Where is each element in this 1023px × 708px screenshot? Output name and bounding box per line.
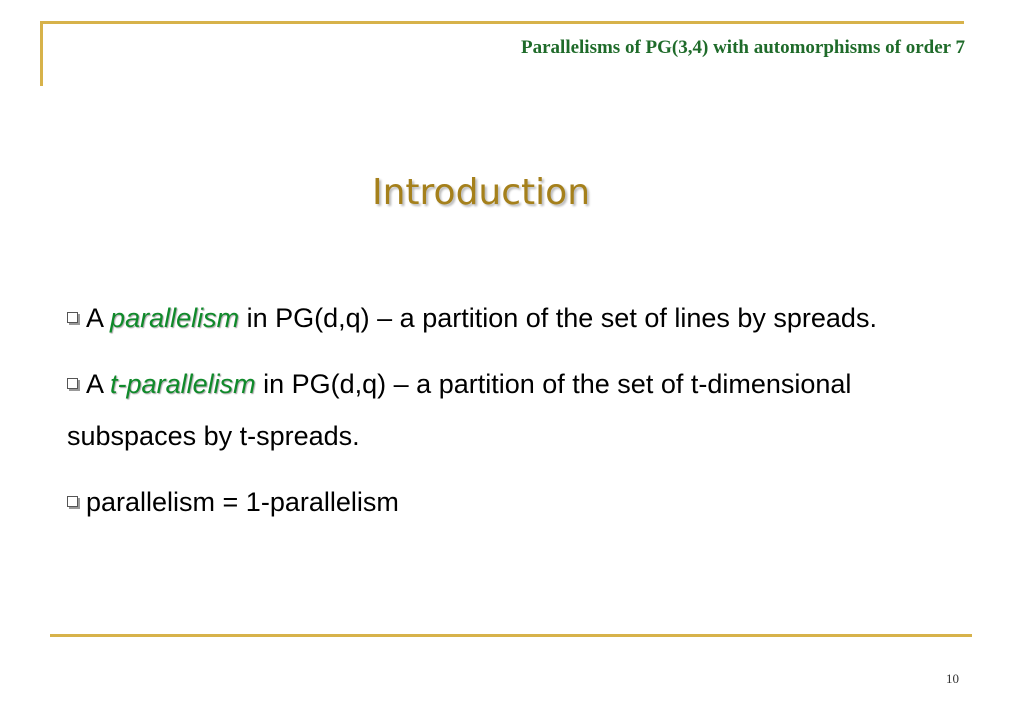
bullet-item-definition bbox=[67, 477, 399, 527]
footer-rule bbox=[50, 634, 972, 637]
slide-title: Introduction bbox=[372, 172, 591, 213]
square-bullet-icon bbox=[67, 378, 78, 389]
bullet-text: in PG(d,q) – a partition of the set of t-dimensional bbox=[263, 369, 852, 399]
page-number: 10 bbox=[946, 671, 959, 686]
bullet-item-parallelism bbox=[67, 293, 877, 343]
left-accent-rule bbox=[40, 21, 43, 86]
square-bullet-icon bbox=[67, 496, 78, 507]
bullet-continuation: subspaces by t-spreads. bbox=[67, 421, 360, 451]
bullet-item-t-parallelism bbox=[67, 359, 851, 409]
header-rule bbox=[42, 21, 964, 24]
bullet-prefix: A bbox=[86, 369, 103, 399]
header-title: Parallelisms of PG(3,4) with automorphisms of order 7 bbox=[521, 37, 965, 58]
square-bullet-icon bbox=[67, 312, 78, 323]
bullet-term: parallelism bbox=[110, 303, 240, 333]
bullet-term: t-parallelism bbox=[110, 369, 256, 399]
bullet-text: parallelism = 1-parallelism bbox=[86, 487, 399, 517]
bullet-text: in PG(d,q) – a partition of the set of lines by spreads. bbox=[246, 303, 877, 333]
bullet-prefix: A bbox=[86, 303, 103, 333]
